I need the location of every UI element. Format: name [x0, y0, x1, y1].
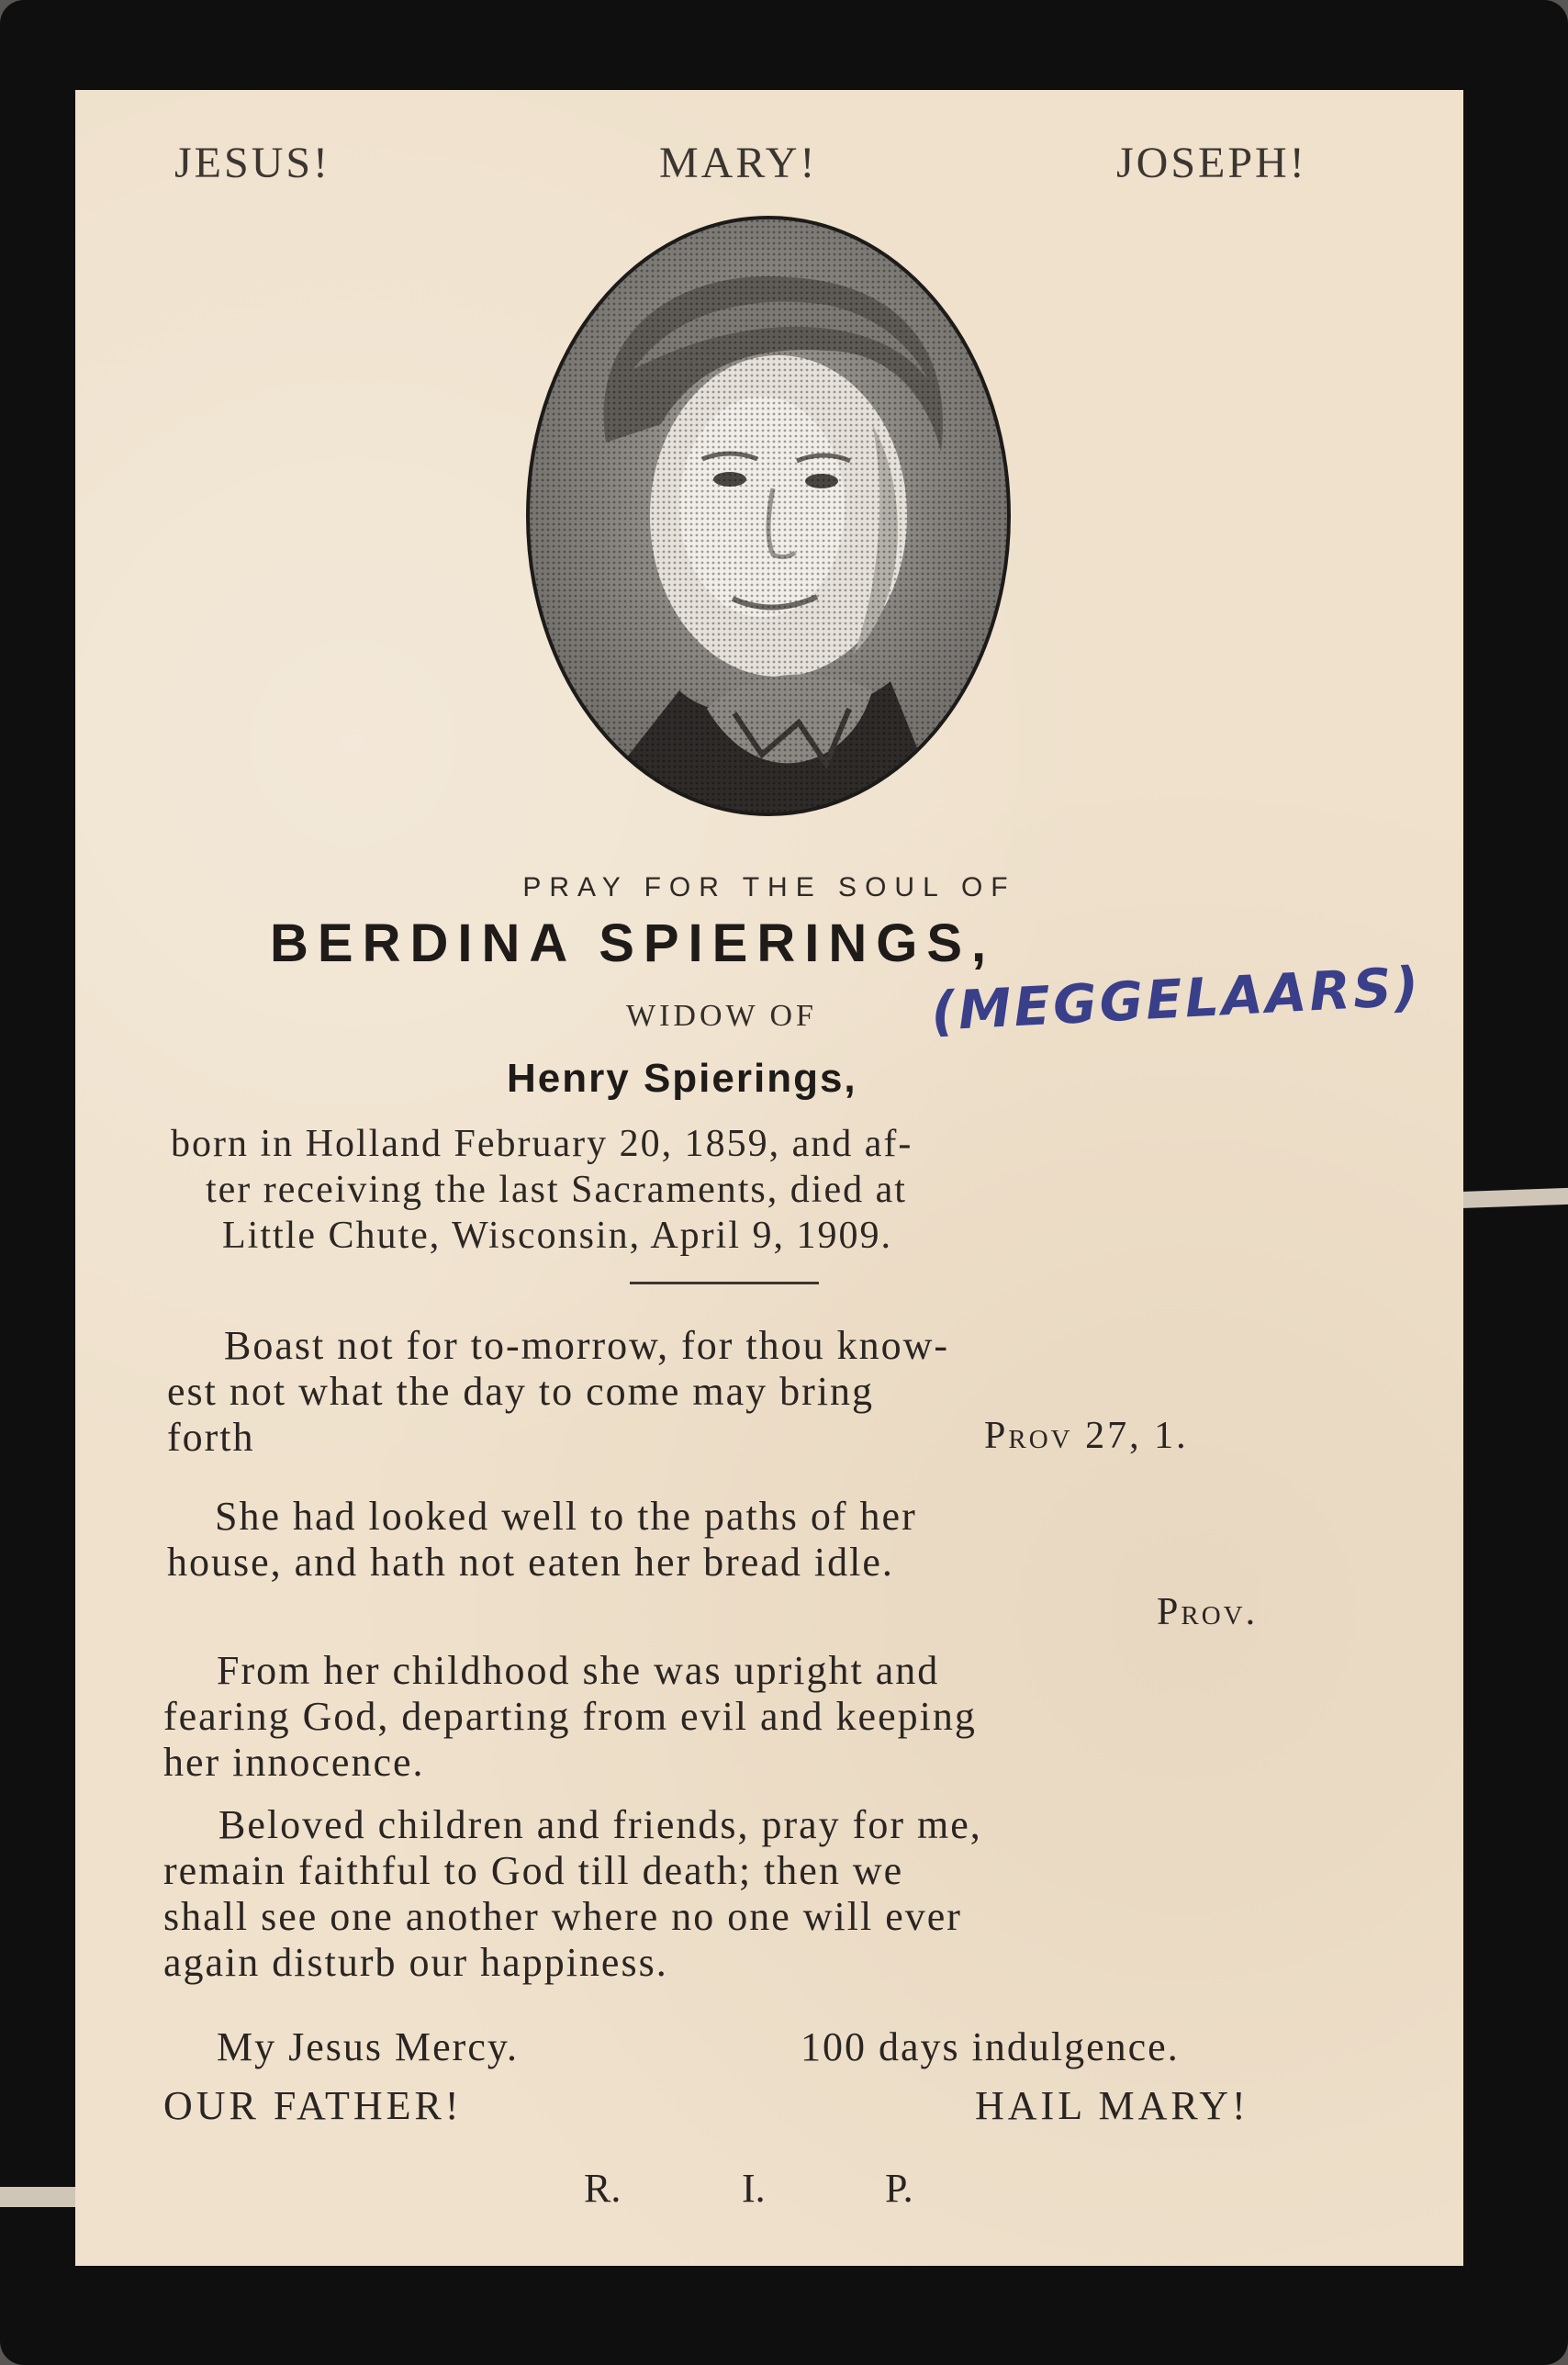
handwritten-maiden-name: (MEGGELAARS): [929, 955, 1423, 1043]
header-joseph: JOSEPH!: [1116, 139, 1307, 187]
rip-letter: I.: [742, 2166, 766, 2211]
indulgence-note: 100 days indulgence.: [801, 2024, 1180, 2069]
verse-line: her innocence.: [163, 1740, 425, 1785]
verse-line: forth: [167, 1415, 255, 1460]
verse-line: Beloved children and friends, pray for me,: [218, 1802, 982, 1847]
verse-line: shall see one another where no one will ever: [163, 1894, 962, 1939]
header-mary: MARY!: [659, 139, 818, 187]
bio-line: ter receiving the last Sacraments, died at: [206, 1169, 907, 1211]
verse-line: again disturb our happiness.: [163, 1940, 668, 1985]
rip-letter: R.: [584, 2166, 622, 2211]
bio-line: born in Holland February 20, 1859, and af-: [171, 1123, 913, 1165]
card-paper: [75, 90, 1463, 2266]
verse-reference: Prov.: [1157, 1591, 1259, 1633]
header-jesus: JESUS!: [174, 139, 331, 187]
bio-line: Little Chute, Wisconsin, April 9, 1909.: [222, 1215, 893, 1257]
my-jesus-mercy: My Jesus Mercy.: [217, 2024, 519, 2069]
pray-for-label: PRAY FOR THE SOUL OF: [522, 872, 1016, 902]
woman-portrait-icon: [523, 213, 1014, 819]
verse-reference: Prov 27, 1.: [984, 1415, 1189, 1457]
torn-edge-left: [0, 2187, 83, 2207]
our-father-prayer: OUR FATHER!: [163, 2083, 463, 2128]
deceased-name: BERDINA SPIERINGS,: [270, 913, 996, 973]
verse-line: She had looked well to the paths of her: [215, 1494, 917, 1539]
verse-line: est not what the day to come may bring: [167, 1369, 875, 1414]
rip-letter: P.: [885, 2166, 913, 2211]
hail-mary-prayer: HAIL MARY!: [975, 2083, 1249, 2128]
divider: [630, 1282, 819, 1284]
verse-line: house, and hath not eaten her bread idle.: [167, 1540, 894, 1585]
widow-of-label: WIDOW OF: [626, 999, 817, 1033]
verse-line: fearing God, departing from evil and keeping: [163, 1694, 977, 1739]
torn-edge-right: [1458, 1188, 1568, 1208]
verse-line: Boast not for to-morrow, for thou know-: [224, 1323, 950, 1368]
verse-line: From her childhood she was upright and: [217, 1648, 940, 1693]
verse-line: remain faithful to God till death; then we: [163, 1848, 904, 1893]
husband-name: Henry Spierings,: [507, 1056, 857, 1101]
